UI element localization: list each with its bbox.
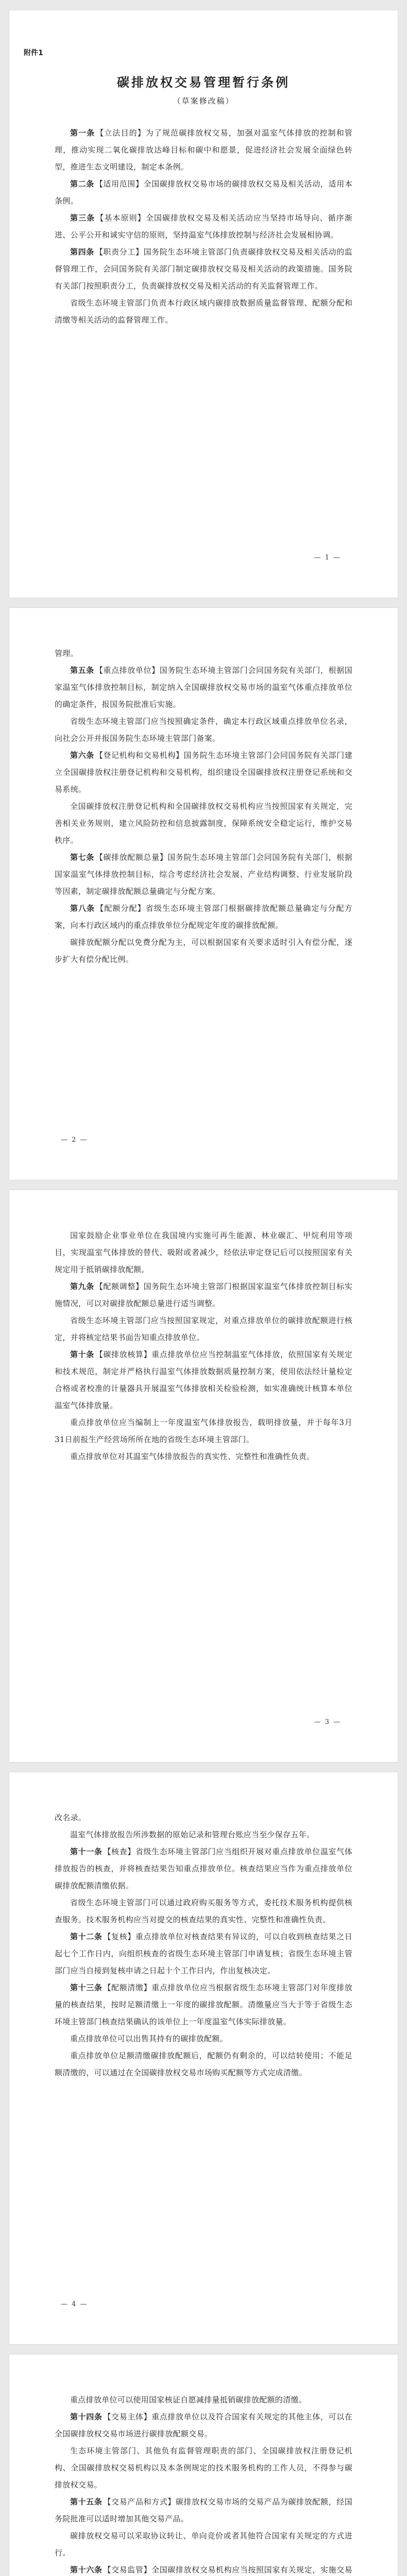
- article-text: 【碳排放核算】重点排放单位应当控制温室气体排放，依照国家有关规定和技术规范，制定并严格执行温室气体排放数据质量控制方案，使用依法经计量检定合格或者校准的计量器具开展温室气体排放相关检验检测，如实准确统计核算本单位温室气体排放量。: [55, 1350, 352, 1410]
- article-number: 第九条: [70, 1282, 94, 1291]
- page-number: — 4 —: [61, 2300, 88, 2308]
- article-paragraph: [55, 2562, 352, 2576]
- article-text: 改名录。: [55, 1813, 87, 1822]
- article-text: 生态环境主管部门、其他负有监督管理职责的部门、全国碳排放权注册登记机构、全国碳排放权交易机构以及本条例规定的技术服务机构的工作人员，不得参与碳排放权交易。: [55, 2446, 352, 2489]
- article-paragraph: [55, 2030, 352, 2047]
- article-paragraph: [55, 2528, 352, 2562]
- attachment-label: 附件1: [24, 49, 43, 57]
- article-text: 【配额分配】省级生态环境主管部门根据碳排放配额总量确定与分配方案，向本行政区域内的重点排放单位分配规定年度的碳排放配额。: [55, 904, 352, 930]
- page-body: [55, 645, 352, 968]
- article-paragraph: [55, 2409, 352, 2443]
- article-text: 【核查】省级生态环境主管部门应当组织开展对重点排放单位温室气体排放报告的核查，并将核查结果告知重点排放单位。核查结果应当作为重点排放单位碳排放配额清缴依据。: [55, 1847, 352, 1890]
- article-paragraph: [55, 1312, 352, 1346]
- article-paragraph: [55, 1346, 352, 1414]
- article-paragraph: [55, 2443, 352, 2494]
- article-number: 第一条: [70, 128, 95, 138]
- article-paragraph: [55, 244, 352, 295]
- article-paragraph: [55, 2494, 352, 2528]
- document-title: 碳排放权交易管理暂行条例: [117, 75, 290, 90]
- article-paragraph: [55, 713, 352, 747]
- article-paragraph: [55, 1843, 352, 1894]
- article-text: 重点排放单位足额清缴碳排放配额后，配额仍有剩余的，可以结转使用；不能足额清缴的，可以通过在全国碳排放权交易市场购买配额等方式完成清缴。: [55, 2051, 352, 2077]
- article-number: 第二条: [70, 179, 94, 189]
- article-text: 省级生态环境主管部门可以通过政府购买服务等方式，委托技术服务机构提供核查服务。技术服务机构应当对提交的核查结果的真实性、完整性和准确性负责。: [55, 1898, 352, 1924]
- document-page-5: [9, 2354, 398, 2576]
- article-number: 第十二条: [70, 1932, 103, 1941]
- article-paragraph: [55, 1227, 352, 1278]
- article-text: 省级生态环境主管部门应当按照国家规定，对重点排放单位的碳排放配额进行核定，并将核定结果书面告知重点排放单位。: [55, 1316, 352, 1342]
- article-number: 第五条: [70, 666, 94, 675]
- article-paragraph: [55, 176, 352, 210]
- article-text: 【交易产品和方式】碳排放权交易市场的交易产品为碳排放配额，经国务院批准可以适时增加其他交易产品。: [55, 2497, 352, 2523]
- article-paragraph: [55, 125, 352, 176]
- article-text: 重点排放单位对其温室气体排放报告的真实性、完整性和准确性负责。: [70, 1452, 315, 1461]
- article-text: 【职责分工】国务院生态环境主管部门负责碳排放权交易及相关活动的监督管理工作，会同国务院有关部门制定碳排放权交易及相关活动的政策措施。国务院有关部门按照职责分工，负责碳排放权交易及相关活动的有关监督管理工作。: [55, 247, 352, 291]
- article-text: 碳排放配额分配以免费分配为主，可以根据国家有关要求适时引入有偿分配，逐步扩大有偿分配比例。: [55, 938, 352, 964]
- article-paragraph: [55, 210, 352, 244]
- article-paragraph: [55, 2047, 352, 2081]
- article-number: 第七条: [70, 853, 94, 862]
- article-number: 第十四条: [70, 2412, 103, 2421]
- page-number: — 3 —: [314, 1718, 341, 1726]
- page-number: — 2 —: [61, 1136, 88, 1144]
- article-number: 第十五条: [70, 2497, 103, 2506]
- article-text: 【复核】重点排放单位对核查结果有异议的，可以自收到核查结果之日起七个工作日内，向组织核查的省级生态环境主管部门申请复核；省级生态环境主管部门应当自接到复核申请之日起十个工作日内，作出复核决定。: [55, 1932, 352, 1975]
- article-number: 第三条: [70, 213, 95, 223]
- article-paragraph: [55, 747, 352, 798]
- article-text: 【碳排放配额总量】国务院生态环境主管部门会同国务院有关部门，根据国家温室气体排放控制目标，综合考虑经济社会发展、产业结构调整、行业发展阶段等因素，制定碳排放配额总量确定与分配方案。: [55, 853, 352, 896]
- article-text: 重点排放单位应当编制上一年度温室气体排放报告，载明排放量，并于每年3月31日前报生产经营场所所在地的省级生态环境主管部门。: [55, 1418, 352, 1444]
- article-number: 第十条: [70, 1350, 94, 1359]
- article-number: 第四条: [70, 247, 94, 257]
- article-paragraph: [55, 934, 352, 968]
- article-paragraph: [55, 798, 352, 849]
- document-page-2: [9, 608, 398, 1180]
- article-text: 【基本原则】全国碳排放权交易及相关活动应当坚持市场导向、循序渐进、公平公开和诚实守信的原则，坚持温室气体排放控制与经济社会发展相协调。: [55, 213, 352, 240]
- document-page-3: [9, 1190, 398, 1762]
- page-body: [55, 2392, 352, 2576]
- article-text: 【立法目的】为了规范碳排放权交易，加强对温室气体排放的控制和管理，推动实现二氧化碳排放达峰目标和碳中和愿景，促进经济社会发展全面绿色转型，推进生态文明建设，制定本条例。: [55, 128, 352, 172]
- article-number: 第十一条: [70, 1847, 103, 1856]
- article-paragraph: [55, 645, 352, 662]
- article-text: 温室气体排放报告所涉数据的原始记录和管理台账应当至少保存五年。: [70, 1830, 315, 1839]
- article-text: 【适用范围】全国碳排放权交易市场的碳排放权交易及相关活动，适用本条例。: [55, 179, 352, 206]
- article-text: 【配额清缴】重点排放单位应当根据省级生态环境主管部门对年度排放量的核查结果，按时足额清缴上一年度的碳排放配额。清缴量应当大于等于省级生态环境主管部门核查结果确认的该单位上一年度温室气体实际排放量。: [55, 1983, 352, 2026]
- article-number: 第十六条: [70, 2565, 103, 2574]
- article-number: 第十三条: [70, 1983, 103, 1992]
- article-text: 【重点排放单位】国务院生态环境主管部门会同国务院有关部门，根据国家温室气体排放控制目标，制定纳入全国碳排放权交易市场的温室气体重点排放单位的确定条件，报国务院批准后实施。: [55, 666, 352, 709]
- article-text: 国家鼓励企业事业单位在我国境内实施可再生能源、林业碳汇、甲烷利用等项目，实现温室气体排放的替代、吸附或者减少，经依法审定登记后可以按照国家有关规定用于抵销碳排放配额。: [55, 1231, 352, 1274]
- article-paragraph: [55, 900, 352, 934]
- article-paragraph: [55, 1979, 352, 2030]
- article-text: 省级生态环境主管部门负责本行政区域内碳排放数据质量监督管理、配额分配和清缴等相关活动的监督管理工作。: [55, 298, 352, 325]
- article-paragraph: [55, 1894, 352, 1928]
- article-text: 管理。: [55, 649, 78, 658]
- article-paragraph: [55, 295, 352, 329]
- document-subtitle: （草案修改稿）: [173, 96, 234, 106]
- article-text: 重点排放单位可以出售其持有的碳排放配额。: [70, 2034, 228, 2043]
- article-paragraph: [55, 662, 352, 713]
- article-text: 【配额调整】国务院生态环境主管部门根据国家温室气体排放控制目标实施情况，可以对碳排放配额总量进行适当调整。: [55, 1282, 352, 1308]
- article-text: 省级生态环境主管部门应当按照确定条件，确定本行政区域重点排放单位名录，向社会公开并报国务院生态环境主管部门备案。: [55, 717, 352, 743]
- document-page-4: [9, 1772, 398, 2344]
- article-text: 【登记机构和交易机构】国务院生态环境主管部门会同国务院有关部门建立全国碳排放权注册登记机构和交易机构，组织建设全国碳排放权注册登记系统和交易系统。: [55, 751, 352, 794]
- article-paragraph: [55, 1928, 352, 1979]
- article-paragraph: [55, 849, 352, 900]
- page-body: [55, 1809, 352, 2081]
- article-text: 【交易监管】全国碳排放权交易机构应当按照国家有关规定，实施交易: [103, 2565, 352, 2574]
- page-number: — 1 —: [314, 554, 341, 562]
- article-paragraph: [55, 1826, 352, 1843]
- page-body: [55, 1227, 352, 1465]
- article-paragraph: [55, 2392, 352, 2409]
- article-text: 重点排放单位可以使用国家核证自愿减排量抵销碳排放配额的清缴。: [70, 2395, 307, 2404]
- article-number: 第八条: [70, 904, 95, 913]
- article-text: 【交易主体】重点排放单位以及符合国家有关规定的其他主体，可以在全国碳排放权交易市场进行碳排放配额交易。: [55, 2412, 352, 2438]
- article-paragraph: [55, 1809, 352, 1826]
- article-number: 第六条: [70, 751, 94, 760]
- document-page-1: [9, 10, 398, 598]
- article-text: 全国碳排放权注册登记机构和全国碳排放权交易机构应当按照国家有关规定，完善相关业务规则，建立风险防控和信息披露制度，保障系统安全稳定运行，维护交易秩序。: [55, 802, 352, 845]
- article-paragraph: [55, 1448, 352, 1465]
- page-body: [55, 125, 352, 329]
- article-paragraph: [55, 1278, 352, 1312]
- article-paragraph: [55, 1414, 352, 1448]
- article-text: 碳排放权交易可以采取协议转让、单向竞价或者其他符合国家有关规定的方式进行。: [55, 2531, 352, 2557]
